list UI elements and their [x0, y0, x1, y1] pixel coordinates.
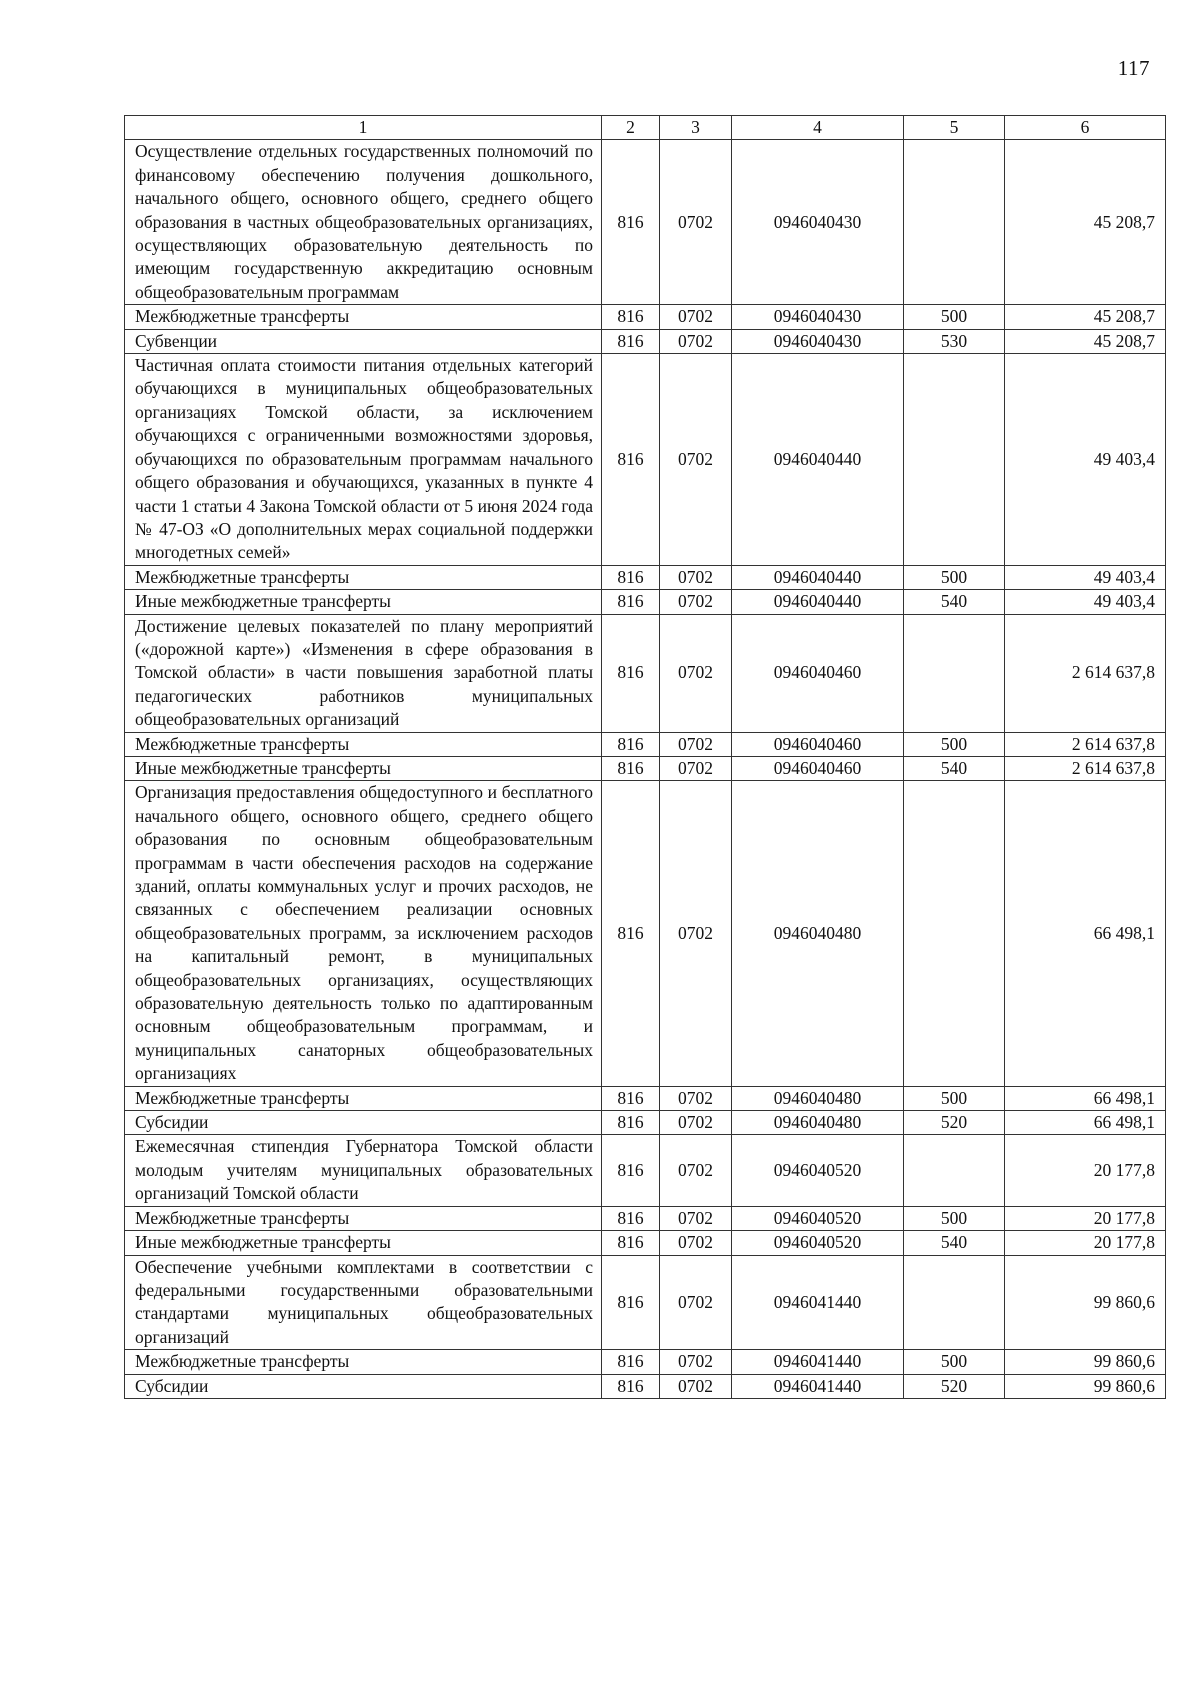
row-expense-type: 500	[904, 305, 1005, 329]
table-body	[125, 140, 1166, 1399]
row-section-code: 0702	[660, 1374, 732, 1398]
row-expense-type	[904, 614, 1005, 732]
row-expense-type: 500	[904, 732, 1005, 756]
row-expense-type: 540	[904, 590, 1005, 614]
row-name: Субсидии	[125, 1374, 602, 1398]
row-expense-type: 520	[904, 1111, 1005, 1135]
table-row	[125, 1206, 1166, 1230]
row-grbs-code: 816	[602, 1206, 660, 1230]
row-name: Ежемесячная стипендия Губернатора Томской области молодым учителям муниципальных образовательных организаций Томской области	[125, 1135, 602, 1206]
table-row	[125, 1086, 1166, 1110]
row-target-article: 0946040520	[732, 1206, 904, 1230]
row-expense-type	[904, 781, 1005, 1086]
row-amount: 99 860,6	[1005, 1374, 1166, 1398]
row-section-code: 0702	[660, 1135, 732, 1206]
row-amount: 66 498,1	[1005, 781, 1166, 1086]
row-name: Иные межбюджетные трансферты	[125, 1231, 602, 1255]
row-grbs-code: 816	[602, 732, 660, 756]
row-amount: 66 498,1	[1005, 1086, 1166, 1110]
row-section-code: 0702	[660, 781, 732, 1086]
row-section-code: 0702	[660, 354, 732, 566]
page-number: 117	[1117, 56, 1150, 80]
row-name: Осуществление отдельных государственных полномочий по финансовому обеспечению получения дошкольного, начального общего, основного общего, среднего общего образования в частных общеобразовательных организациях, осуществляющих образовательную деятельность по имеющим государственную аккредитацию основным общеобразовательным программам	[125, 140, 602, 305]
column-header-1: 1	[125, 116, 602, 140]
row-amount: 49 403,4	[1005, 565, 1166, 589]
row-target-article: 0946040440	[732, 565, 904, 589]
table-row	[125, 1135, 1166, 1206]
row-target-article: 0946040430	[732, 329, 904, 353]
row-grbs-code: 816	[602, 1374, 660, 1398]
row-amount: 20 177,8	[1005, 1135, 1166, 1206]
row-expense-type: 520	[904, 1374, 1005, 1398]
row-target-article: 0946040460	[732, 732, 904, 756]
row-amount: 20 177,8	[1005, 1231, 1166, 1255]
table-row	[125, 354, 1166, 566]
row-grbs-code: 816	[602, 1255, 660, 1350]
row-name: Субвенции	[125, 329, 602, 353]
row-expense-type: 540	[904, 756, 1005, 780]
row-target-article: 0946040430	[732, 305, 904, 329]
row-name: Частичная оплата стоимости питания отдельных категорий обучающихся в муниципальных общеобразовательных организациях Томской области, за исключением обучающихся с ограниченными возможностями здоровья, обучающихся по образовательным программам начального общего образования и обучающихся, указанных в пункте 4 части 1 статьи 4 Закона Томской области от 5 июня 2024 года № 47-ОЗ «О дополнительных мерах социальной поддержки многодетных семей»	[125, 354, 602, 566]
row-section-code: 0702	[660, 1086, 732, 1110]
row-expense-type	[904, 1135, 1005, 1206]
row-section-code: 0702	[660, 140, 732, 305]
row-amount: 49 403,4	[1005, 590, 1166, 614]
row-grbs-code: 816	[602, 756, 660, 780]
table-row	[125, 732, 1166, 756]
table-row	[125, 590, 1166, 614]
row-section-code: 0702	[660, 565, 732, 589]
table-row	[125, 565, 1166, 589]
row-section-code: 0702	[660, 1111, 732, 1135]
row-target-article: 0946040520	[732, 1135, 904, 1206]
table-row	[125, 756, 1166, 780]
row-target-article: 0946040460	[732, 614, 904, 732]
row-amount: 20 177,8	[1005, 1206, 1166, 1230]
row-section-code: 0702	[660, 614, 732, 732]
row-grbs-code: 816	[602, 614, 660, 732]
table-row	[125, 614, 1166, 732]
row-target-article: 0946040480	[732, 1111, 904, 1135]
row-grbs-code: 816	[602, 781, 660, 1086]
row-expense-type: 500	[904, 1206, 1005, 1230]
row-name: Межбюджетные трансферты	[125, 1086, 602, 1110]
row-name: Иные межбюджетные трансферты	[125, 590, 602, 614]
row-expense-type: 500	[904, 1086, 1005, 1110]
row-expense-type	[904, 354, 1005, 566]
row-expense-type: 530	[904, 329, 1005, 353]
row-grbs-code: 816	[602, 1086, 660, 1110]
row-section-code: 0702	[660, 1255, 732, 1350]
row-section-code: 0702	[660, 1350, 732, 1374]
row-name: Достижение целевых показателей по плану мероприятий («дорожной карте») «Изменения в сфере образования в Томской области» в части повышения заработной платы педагогических работников муниципальных общеобразовательных организаций	[125, 614, 602, 732]
row-target-article: 0946041440	[732, 1350, 904, 1374]
row-amount: 2 614 637,8	[1005, 614, 1166, 732]
row-expense-type: 500	[904, 1350, 1005, 1374]
row-name: Субсидии	[125, 1111, 602, 1135]
row-expense-type	[904, 140, 1005, 305]
row-grbs-code: 816	[602, 329, 660, 353]
column-header-5: 5	[904, 116, 1005, 140]
column-header-2: 2	[602, 116, 660, 140]
row-grbs-code: 816	[602, 1350, 660, 1374]
table-row	[125, 1350, 1166, 1374]
table-row	[125, 140, 1166, 305]
row-section-code: 0702	[660, 590, 732, 614]
row-expense-type: 540	[904, 1231, 1005, 1255]
row-grbs-code: 816	[602, 305, 660, 329]
row-target-article: 0946040520	[732, 1231, 904, 1255]
row-target-article: 0946041440	[732, 1374, 904, 1398]
row-target-article: 0946040440	[732, 354, 904, 566]
row-grbs-code: 816	[602, 1135, 660, 1206]
row-target-article: 0946040480	[732, 781, 904, 1086]
row-target-article: 0946041440	[732, 1255, 904, 1350]
table-header	[125, 116, 1166, 140]
column-header-3: 3	[660, 116, 732, 140]
row-name: Межбюджетные трансферты	[125, 565, 602, 589]
row-section-code: 0702	[660, 1231, 732, 1255]
table-row	[125, 1374, 1166, 1398]
row-amount: 49 403,4	[1005, 354, 1166, 566]
row-name: Межбюджетные трансферты	[125, 732, 602, 756]
row-section-code: 0702	[660, 756, 732, 780]
table-row	[125, 329, 1166, 353]
table-row	[125, 305, 1166, 329]
row-target-article: 0946040480	[732, 1086, 904, 1110]
table-row	[125, 1255, 1166, 1350]
row-grbs-code: 816	[602, 1111, 660, 1135]
row-grbs-code: 816	[602, 1231, 660, 1255]
table-row	[125, 1231, 1166, 1255]
row-name: Межбюджетные трансферты	[125, 305, 602, 329]
row-section-code: 0702	[660, 305, 732, 329]
row-grbs-code: 816	[602, 565, 660, 589]
row-grbs-code: 816	[602, 354, 660, 566]
row-name: Иные межбюджетные трансферты	[125, 756, 602, 780]
row-amount: 45 208,7	[1005, 305, 1166, 329]
row-expense-type	[904, 1255, 1005, 1350]
row-amount: 2 614 637,8	[1005, 756, 1166, 780]
header-row	[125, 116, 1166, 140]
row-amount: 45 208,7	[1005, 140, 1166, 305]
row-name: Межбюджетные трансферты	[125, 1350, 602, 1374]
row-grbs-code: 816	[602, 140, 660, 305]
table-row	[125, 781, 1166, 1086]
row-amount: 2 614 637,8	[1005, 732, 1166, 756]
column-header-6: 6	[1005, 116, 1166, 140]
row-target-article: 0946040430	[732, 140, 904, 305]
row-target-article: 0946040440	[732, 590, 904, 614]
row-grbs-code: 816	[602, 590, 660, 614]
row-name: Обеспечение учебными комплектами в соответствии с федеральными государственными образовательными стандартами муниципальных общеобразовательных организаций	[125, 1255, 602, 1350]
column-header-4: 4	[732, 116, 904, 140]
budget-table	[124, 115, 1166, 1399]
row-section-code: 0702	[660, 1206, 732, 1230]
row-target-article: 0946040460	[732, 756, 904, 780]
row-expense-type: 500	[904, 565, 1005, 589]
row-section-code: 0702	[660, 732, 732, 756]
row-name: Организация предоставления общедоступного и бесплатного начального общего, основного общего, среднего общего образования по основным общеобразовательным программам в части обеспечения расходов на содержание зданий, оплаты коммунальных услуг и прочих расходов, не связанных с обеспечением реализации основных общеобразовательных программ, за исключением расходов на капитальный ремонт, в муниципальных общеобразовательных организациях, осуществляющих образовательную деятельность только по адаптированным основным общеобразовательным программам, и муниципальных санаторных общеобразовательных организациях	[125, 781, 602, 1086]
row-name: Межбюджетные трансферты	[125, 1206, 602, 1230]
row-amount: 99 860,6	[1005, 1350, 1166, 1374]
row-amount: 99 860,6	[1005, 1255, 1166, 1350]
table-row	[125, 1111, 1166, 1135]
row-amount: 66 498,1	[1005, 1111, 1166, 1135]
row-section-code: 0702	[660, 329, 732, 353]
row-amount: 45 208,7	[1005, 329, 1166, 353]
